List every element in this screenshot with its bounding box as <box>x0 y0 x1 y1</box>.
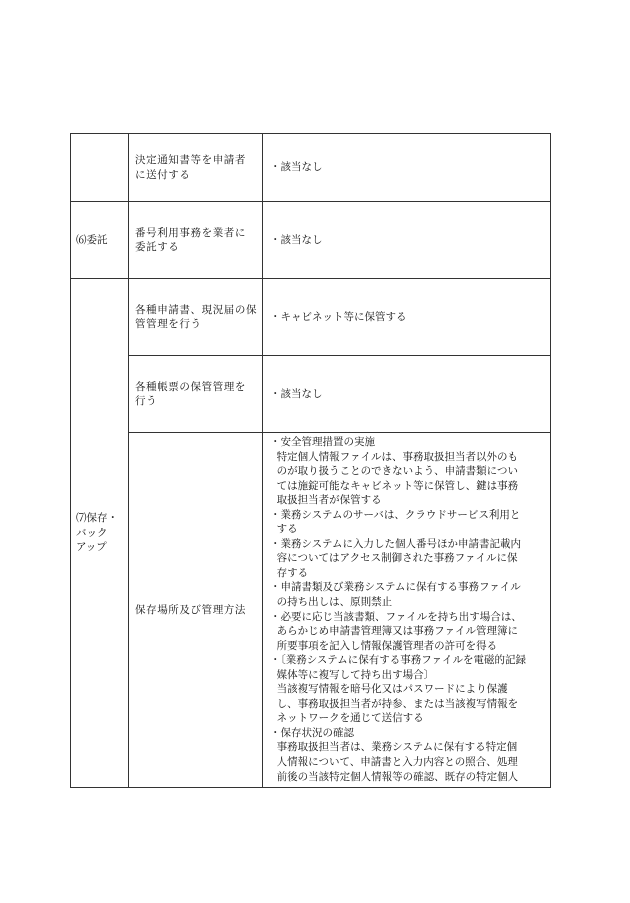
content-line: 所要事項を記入し情報保護管理者の許可を得る <box>270 639 498 652</box>
content-line: の持ち出しは、原則禁止 <box>270 596 393 609</box>
content-cell <box>263 356 551 433</box>
content-line: ・該当なし <box>270 233 323 246</box>
content-line: ・該当なし <box>270 161 323 174</box>
category-cell <box>71 134 129 202</box>
content-cell <box>263 279 551 356</box>
content-cell <box>263 202 551 279</box>
content-line: 人情報について、申請書と入力内容との照合、処理 <box>270 756 518 769</box>
item-label: 各種申請書、現況届の保 管管理を行う <box>135 303 258 330</box>
item-label: 決定通知書等を申請者 に送付する <box>135 154 246 181</box>
item-cell <box>129 279 263 356</box>
content-line: 事務取扱担当者は、業務システムに保有する特定個 <box>270 741 518 754</box>
category-label: ⑹委託 <box>76 233 108 246</box>
content-line: 容についてはアクセス制御された事務ファイルに保 <box>270 552 518 565</box>
content-cell <box>263 134 551 202</box>
content-line: ・必要に応じ当該書類、ファイルを持ち出す場合は、 <box>270 610 522 623</box>
table-row <box>71 433 551 788</box>
content-line: ネットワークを通じて送信する <box>270 712 424 725</box>
item-label: 保存場所及び管理方法 <box>135 603 246 616</box>
content-line: ・安全管理措置の実施 <box>270 436 375 448</box>
item-label: 番号利用事務を業者に 委託する <box>135 226 246 253</box>
item-cell <box>129 202 263 279</box>
content-line: あらかじめ申請書管理簿又は事務ファイル管理簿に <box>270 625 518 638</box>
content-line: ・申請書類及び業務システムに保有する事務ファイル <box>270 581 521 594</box>
content-line: ・保存状況の確認 <box>270 726 354 739</box>
table-row <box>71 356 551 433</box>
procedure-table <box>70 133 551 788</box>
table-row <box>71 279 551 356</box>
content-line: 取扱担当者が保管する <box>270 494 382 507</box>
content-line: ・〔業務システムに保有する事務ファイルを電磁的記録 <box>270 654 526 667</box>
content-line: ・業務システムに入力した個人番号ほか申請書記載内 <box>270 537 521 550</box>
content-line: し、事務取扱担当者が持参、または当該複写情報を <box>270 697 519 710</box>
content-line: 特定個人情報ファイルは、事務取扱担当者以外のも <box>270 450 518 463</box>
content-line: ・該当なし <box>270 387 323 400</box>
category-cell <box>71 202 129 279</box>
content-line: のが取り扱うことのできないよう、申請書類につい <box>270 465 518 478</box>
content-line: 存する <box>270 566 309 579</box>
category-cell <box>71 279 129 788</box>
item-label: 各種帳票の保管管理を 行う <box>135 380 246 407</box>
content-line: する <box>270 523 298 536</box>
content-cell <box>263 433 551 788</box>
content-line: 前後の当該特定個人情報等の確認、既存の特定個人 <box>270 770 519 783</box>
item-cell <box>129 356 263 433</box>
table-row <box>71 202 551 279</box>
content-line: ては施錠可能なキャビネット等に保管し、鍵は事務 <box>270 479 519 492</box>
content-line: ・業務システムのサーバは、クラウドサービス利用と <box>270 508 521 521</box>
content-line: ・キャビネット等に保管する <box>270 310 407 323</box>
content-line: 媒体等に複写して持ち出す場合〕 <box>270 668 435 681</box>
content-line: 当該複写情報を暗号化又はパスワードにより保護 <box>270 683 508 696</box>
item-cell <box>129 134 263 202</box>
category-label: ⑺保存・ バック アップ <box>76 512 118 554</box>
item-cell <box>129 433 263 788</box>
table-row <box>71 134 551 202</box>
